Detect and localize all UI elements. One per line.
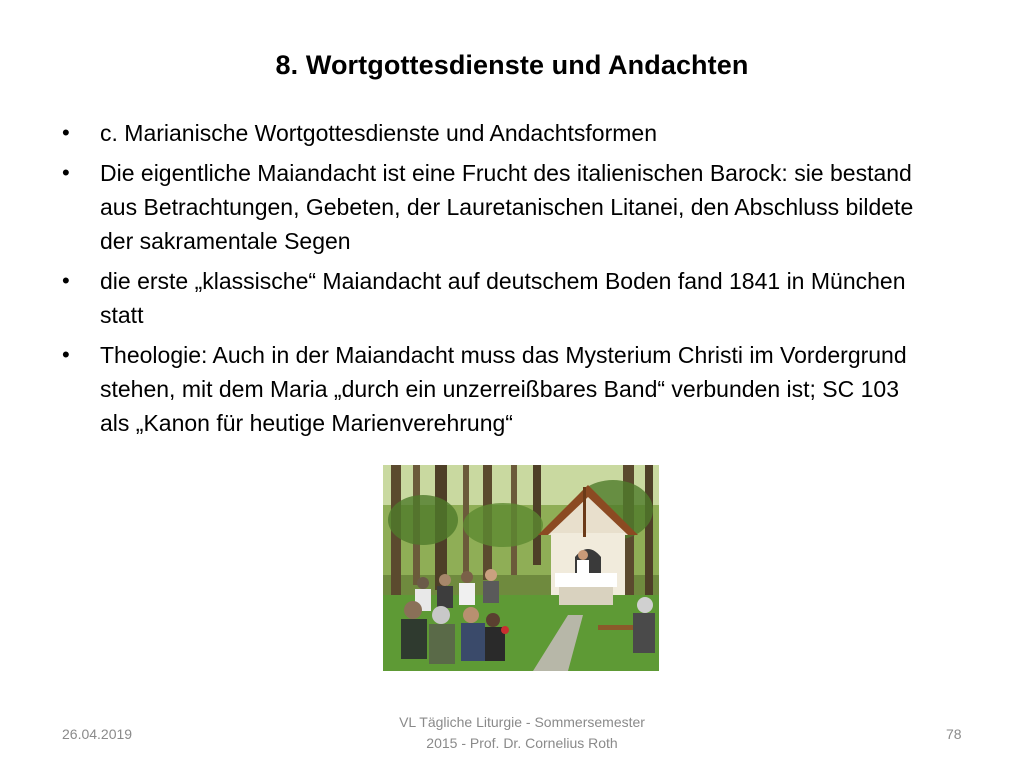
bullet-item [62,116,932,150]
bullet-item [62,264,932,332]
bullet-icon: • [62,160,70,185]
maiandacht-photo [383,465,659,671]
bullet-icon: • [62,268,70,293]
bullet-text: c. Marianische Wortgottesdienste und Andachtsformen [100,120,657,146]
bullet-item [62,156,932,258]
footer-course-info [362,712,682,754]
footer-course-line1: VL Tägliche Liturgie - Sommersemester [399,714,645,730]
bullet-text: die erste „klassische“ Maiandacht auf deutschem Boden fand 1841 in München statt [100,268,906,328]
footer-course-line2: 2015 - Prof. Dr. Cornelius Roth [426,735,618,751]
bullet-text: Die eigentliche Maiandacht ist eine Frucht des italienischen Barock: sie bestand aus Betrachtungen, Gebeten, der Lauretanischen Litanei, den Abschluss bildete der sakramentale Segen [100,160,914,254]
footer-date: 26.04.2019 [62,726,133,742]
bullet-list [62,116,932,446]
footer-page-number: 78 [946,726,962,742]
slide-title: 8. Wortgottesdienste und Andachten [275,50,749,80]
bullet-icon: • [62,120,70,145]
bullet-icon: • [62,342,70,367]
bullet-item [62,338,932,440]
bullet-text: Theologie: Auch in der Maiandacht muss das Mysterium Christi im Vordergrund stehen, mit dem Maria „durch ein unzerreißbares Band“ verbunden ist; SC 103 als „Kanon für heutige Marienverehrung“ [100,342,907,436]
